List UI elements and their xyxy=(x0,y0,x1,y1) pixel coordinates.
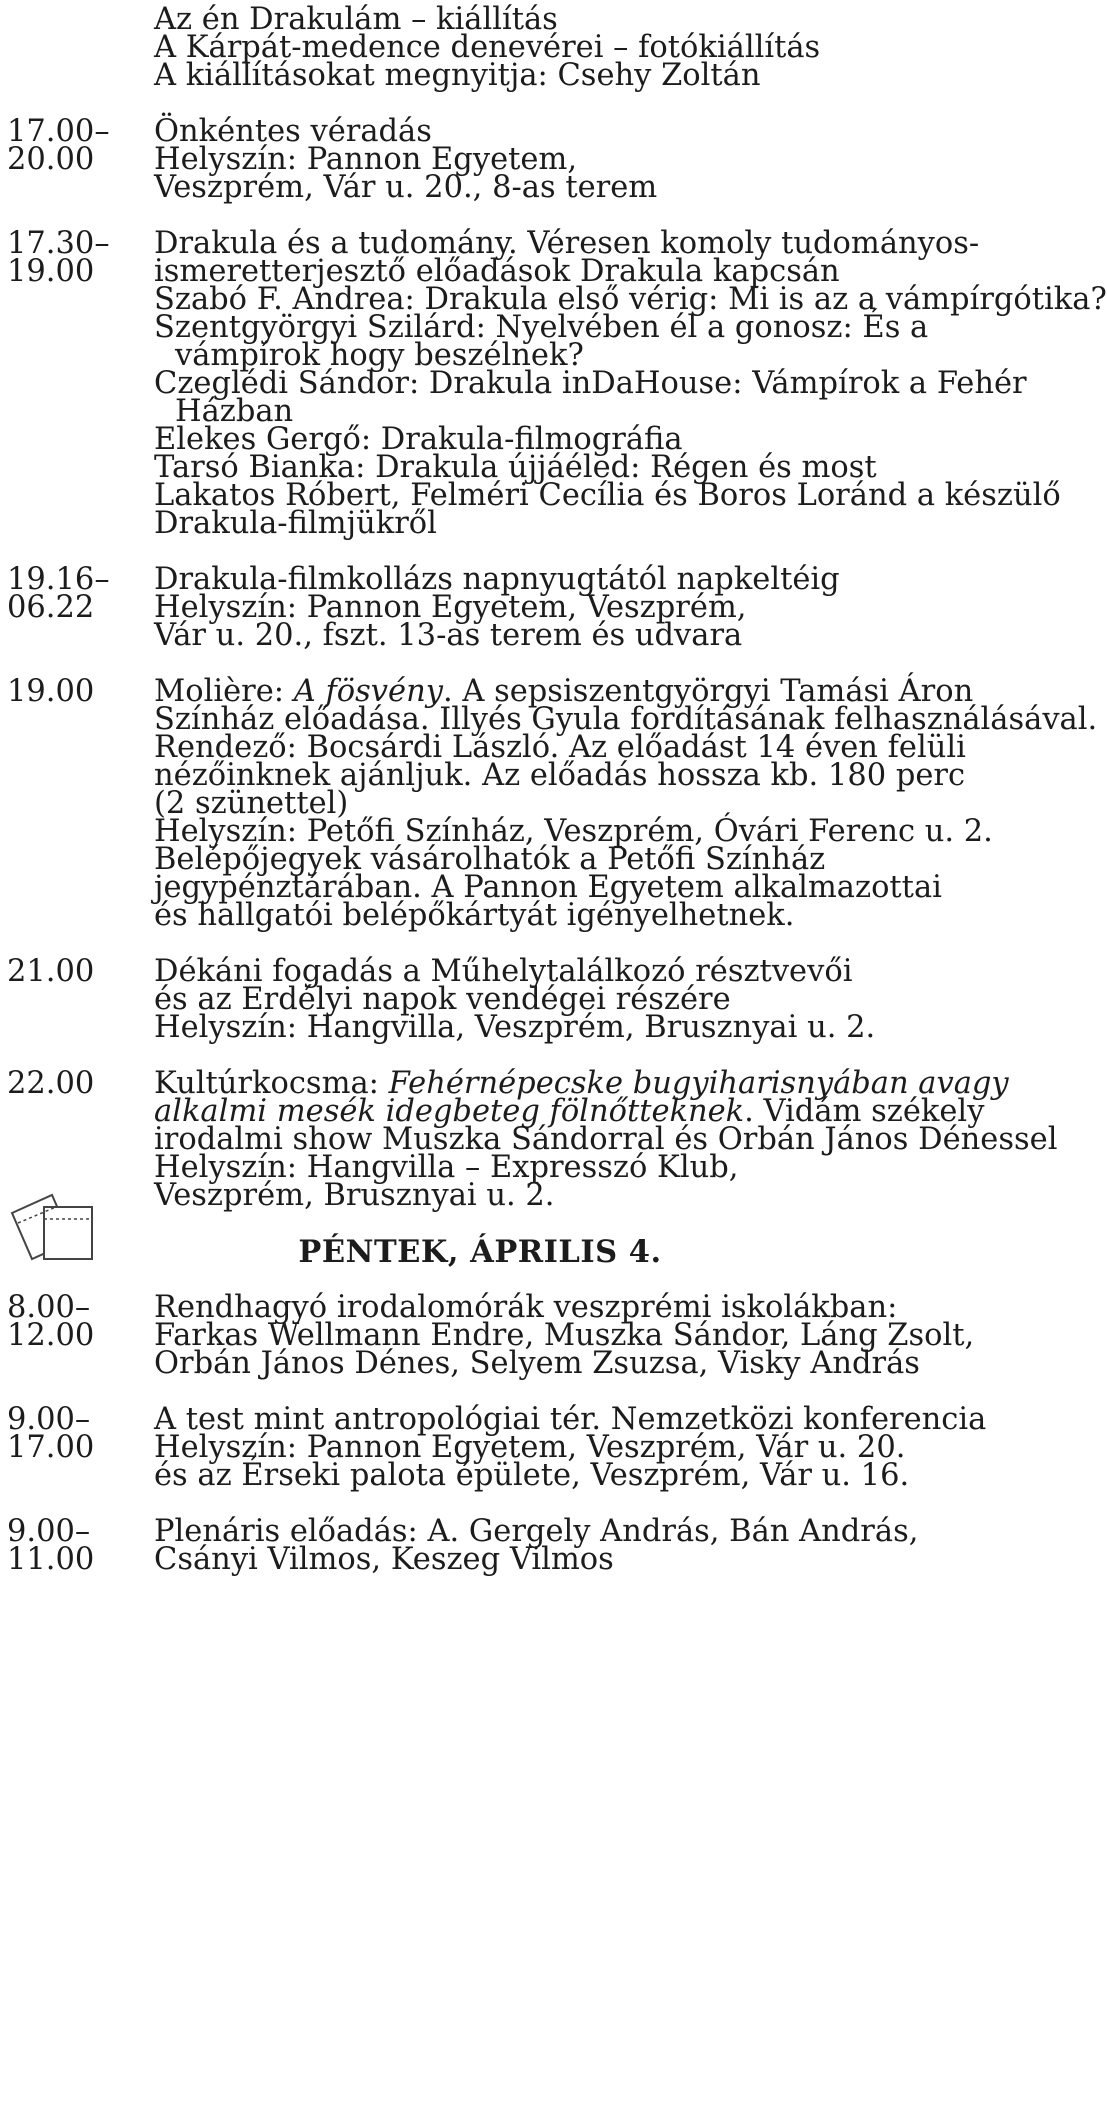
event-text: ismeretterjesztő előadások Drakula kapcsán xyxy=(154,254,840,289)
event-title-italic: Fehérnépecske bugyiharisnyában avagy xyxy=(388,1066,1009,1101)
event-text: Vár u. 20., fszt. 13-as terem és udvara xyxy=(154,618,743,653)
event-text: Veszprém, Brusznyai u. 2. xyxy=(154,1178,555,1213)
event-text: jegypénztárában. A Pannon Egyetem alkalmazottai xyxy=(154,870,942,905)
event-title-italic: A fösvény xyxy=(293,674,443,709)
event-text: Az én Drakulám – kiállítás xyxy=(154,2,558,37)
event-time: 19.00 xyxy=(7,674,95,709)
program-line xyxy=(0,898,960,934)
program-line xyxy=(0,1542,960,1578)
event-text: Drakula és a tudomány. Véresen komoly tudományos- xyxy=(154,226,980,261)
event-text: vámpírok hogy beszélnek? xyxy=(175,338,584,373)
event-text: Czeglédi Sándor: Drakula inDaHouse: Vámpírok a Fehér xyxy=(154,366,1027,401)
event-text: Helyszín: Pannon Egyetem, Veszprém, Vár u. 20. xyxy=(154,1430,906,1465)
event-text: Dékáni fogadás a Műhelytalálkozó résztvevői xyxy=(154,954,853,989)
event-text: irodalmi show Muszka Sándorral és Orbán János Dénessel xyxy=(154,1122,1058,1157)
event-text: Önkéntes véradás xyxy=(154,114,432,149)
event-time: 11.00 xyxy=(7,1542,95,1577)
event-time: 06.22 xyxy=(7,590,95,625)
program-line xyxy=(0,1346,960,1382)
event-text: Helyszín: Hangvilla, Veszprém, Brusznyai u. 2. xyxy=(154,1010,876,1045)
ticket-icon xyxy=(6,1185,104,1267)
program-line xyxy=(0,58,960,94)
event-text: Házban xyxy=(175,394,294,429)
event-time: 22.00 xyxy=(7,1066,95,1101)
event-text-plain: . A sepsiszentgyörgyi Tamási Áron xyxy=(442,674,974,709)
event-time: 21.00 xyxy=(7,954,95,989)
event-text: Szabó F. Andrea: Drakula első vérig: Mi is az a vámpírgótika? xyxy=(154,282,1107,317)
event-text: Veszprém, Vár u. 20., 8-as terem xyxy=(154,170,658,205)
event-text: Színház előadása. Illyés Gyula fordításának felhasználásával. xyxy=(154,702,1098,737)
event-text: Lakatos Róbert, Felméri Cecília és Boros Loránd a készülő xyxy=(154,478,1061,513)
event-time: 20.00 xyxy=(7,142,95,177)
event-time: 17.00 xyxy=(7,1430,95,1465)
event-text: nézőinknek ajánljuk. Az előadás hossza kb. 180 perc xyxy=(154,758,966,793)
event-text: Rendező: Bocsárdi László. Az előadást 14 éven felüli xyxy=(154,730,966,765)
event-text: Elekes Gergő: Drakula-filmográfia xyxy=(154,422,683,457)
event-text: (2 szünettel) xyxy=(154,786,349,821)
program-line xyxy=(0,170,960,206)
event-text: és az Erdélyi napok vendégei részére xyxy=(154,982,731,1017)
event-time: 9.00– xyxy=(7,1514,91,1549)
event-text: Csányi Vilmos, Keszeg Vilmos xyxy=(154,1542,614,1577)
event-text: Helyszín: Hangvilla – Expresszó Klub, xyxy=(154,1150,739,1185)
event-text: Rendhagyó irodalomórák veszprémi iskolákban: xyxy=(154,1290,898,1325)
event-text: Drakula-filmjükről xyxy=(154,506,437,541)
program-line xyxy=(0,618,960,654)
event-time: 17.30– xyxy=(7,226,110,261)
event-text: Helyszín: Pannon Egyetem, Veszprém, xyxy=(154,590,747,625)
event-text: A test mint antropológiai tér. Nemzetközi konferencia xyxy=(154,1402,987,1437)
event-time: 8.00– xyxy=(7,1290,91,1325)
event-text-plain: Molière: xyxy=(154,674,294,709)
event-time: 19.00 xyxy=(7,254,95,289)
event-text: A Kárpát-medence denevérei – fotókiállítás xyxy=(154,30,821,65)
event-text: Farkas Wellmann Endre, Muszka Sándor, Láng Zsolt, xyxy=(154,1318,975,1353)
event-text: Plenáris előadás: A. Gergely András, Bán András, xyxy=(154,1514,919,1549)
program-line xyxy=(0,1178,960,1214)
event-time: 17.00– xyxy=(7,114,110,149)
program-line xyxy=(0,506,960,542)
event-time: 19.16– xyxy=(7,562,110,597)
event-text: Szentgyörgyi Szilárd: Nyelvében él a gonosz: És a xyxy=(154,310,929,345)
program-line xyxy=(0,1458,960,1494)
event-time: 9.00– xyxy=(7,1402,91,1437)
event-text: Helyszín: Pannon Egyetem, xyxy=(154,142,578,177)
event-text: és az Érseki palota épülete, Veszprém, Vár u. 16. xyxy=(154,1458,910,1493)
day-heading: PÉNTEK, ÁPRILIS 4. xyxy=(298,1234,662,1270)
event-time: 12.00 xyxy=(7,1318,95,1353)
event-text-plain: . Vidám székely xyxy=(744,1094,985,1129)
event-text: Tarsó Bianka: Drakula újjáéled: Régen és most xyxy=(154,450,877,485)
event-text: Helyszín: Petőfi Színház, Veszprém, Óvári Ferenc u. 2. xyxy=(154,814,993,849)
event-text: Drakula-filmkollázs napnyugtától napkeltéig xyxy=(154,562,840,597)
event-title-italic: alkalmi mesék idegbeteg fölnőtteknek xyxy=(154,1094,745,1129)
event-text: A kiállításokat megnyitja: Csehy Zoltán xyxy=(154,58,761,93)
event-text-plain: Kultúrkocsma: xyxy=(154,1066,389,1101)
program-line xyxy=(0,1010,960,1046)
event-text: Belépőjegyek vásárolhatók a Petőfi Színház xyxy=(154,842,826,877)
event-text: Orbán János Dénes, Selyem Zsuzsa, Visky András xyxy=(154,1346,920,1381)
event-text: és hallgatói belépőkártyát igényelhetnek. xyxy=(154,898,795,933)
